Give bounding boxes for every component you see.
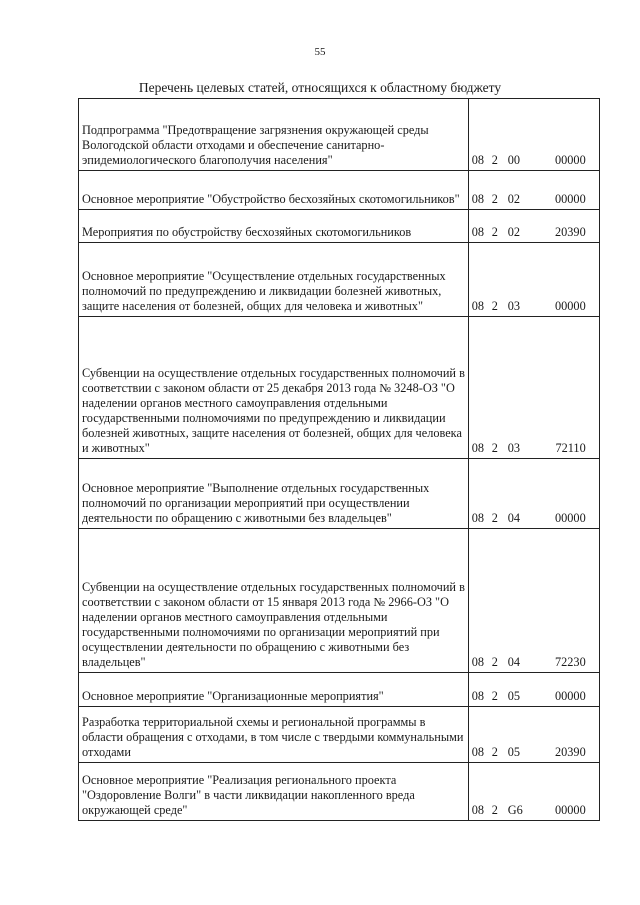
- row-name: Основное мероприятие "Организационные мероприятия": [79, 673, 469, 707]
- row-name: Основное мероприятие "Осуществление отдельных государственных полномочий по предупреждению и ликвидации болезней животных, защите населения от болезней, общих для человека и животных": [79, 243, 469, 317]
- code-part: 00000: [554, 192, 586, 206]
- table-row: [79, 529, 600, 673]
- row-name: Основное мероприятие "Обустройство бесхозяйных скотомогильников": [79, 171, 469, 210]
- page-title: Перечень целевых статей, относящихся к областному бюджету: [138, 80, 502, 95]
- row-code: [468, 171, 599, 210]
- code-part: 72110: [555, 441, 586, 455]
- code-part: 03: [507, 299, 521, 313]
- code-part: 08: [471, 689, 485, 703]
- code-part: 2: [491, 192, 498, 206]
- code-part: 05: [507, 689, 521, 703]
- code-part: 2: [491, 803, 498, 817]
- code-part: 2: [491, 153, 498, 167]
- row-code: [468, 210, 599, 243]
- code-part: 08: [471, 511, 485, 525]
- table-row: [79, 317, 600, 459]
- row-name: Разработка территориальной схемы и региональной программы в области обращения с отходами, в том числе с твердыми коммунальными отходами: [79, 707, 469, 763]
- code-part: 2: [491, 745, 498, 759]
- row-name: Мероприятия по обустройству бесхозяйных скотомогильников: [79, 210, 469, 243]
- code-part: 2: [491, 225, 498, 239]
- page-number: 55: [314, 46, 326, 58]
- code-part: 00000: [554, 689, 586, 703]
- table-row: [79, 707, 600, 763]
- code-part: 2: [491, 441, 498, 455]
- table-row: [79, 171, 600, 210]
- code-part: 00: [507, 153, 521, 167]
- code-part: 2: [491, 511, 498, 525]
- code-part: G6: [507, 803, 523, 817]
- row-name: Подпрограмма "Предотвращение загрязнения окружающей среды Вологодской области отходами и обеспечение санитарно-эпидемиологического благополучия населения": [79, 99, 469, 171]
- code-part: 00000: [554, 803, 586, 817]
- code-part: 08: [471, 655, 485, 669]
- code-part: 04: [507, 655, 521, 669]
- row-code: [468, 459, 599, 529]
- row-code: [468, 317, 599, 459]
- code-part: 05: [507, 745, 521, 759]
- row-name: Основное мероприятие "Выполнение отдельных государственных полномочий по организации мероприятий при осуществлении деятельности по обращению с животными без владельцев": [79, 459, 469, 529]
- code-part: 20390: [554, 225, 586, 239]
- row-code: [468, 529, 599, 673]
- row-code: [468, 707, 599, 763]
- table-row: [79, 673, 600, 707]
- code-part: 08: [471, 803, 485, 817]
- code-part: 2: [491, 689, 498, 703]
- code-part: 08: [471, 192, 485, 206]
- code-part: 08: [471, 745, 485, 759]
- table-row: [79, 243, 600, 317]
- code-part: 2: [491, 655, 498, 669]
- code-part: 00000: [554, 153, 586, 167]
- table-row: [79, 99, 600, 171]
- code-part: 72230: [554, 655, 586, 669]
- target-articles-table: [78, 98, 600, 821]
- row-code: [468, 99, 599, 171]
- code-part: 03: [507, 441, 521, 455]
- code-part: 02: [507, 225, 521, 239]
- table-row: [79, 763, 600, 821]
- table-row: [79, 210, 600, 243]
- code-part: 08: [471, 299, 485, 313]
- code-part: 20390: [554, 745, 586, 759]
- code-part: 04: [507, 511, 521, 525]
- row-code: [468, 763, 599, 821]
- row-name: Основное мероприятие "Реализация регионального проекта "Оздоровление Волги" в части ликвидации накопленного вреда окружающей среде": [79, 763, 469, 821]
- code-part: 00000: [554, 299, 586, 313]
- code-part: 08: [471, 225, 485, 239]
- code-part: 00000: [554, 511, 586, 525]
- code-part: 2: [491, 299, 498, 313]
- code-part: 02: [507, 192, 521, 206]
- table-row: [79, 459, 600, 529]
- row-name: Субвенции на осуществление отдельных государственных полномочий в соответствии с законом области от 15 января 2013 года № 2966-ОЗ "О наделении органов местного самоуправления отдельными государственными полномочиями по организации мероприятий при осуществлении деятельности по обращению с животными без владельцев": [79, 529, 469, 673]
- row-code: [468, 243, 599, 317]
- code-part: 08: [471, 441, 485, 455]
- row-name: Субвенции на осуществление отдельных государственных полномочий в соответствии с законом области от 25 декабря 2013 года № 3248-ОЗ "О наделении органов местного самоуправления отдельными государственными полномочиями по предупреждению и ликвидации болезней животных, защите населения от болезней, общих для человека и животных": [79, 317, 469, 459]
- row-code: [468, 673, 599, 707]
- code-part: 08: [471, 153, 485, 167]
